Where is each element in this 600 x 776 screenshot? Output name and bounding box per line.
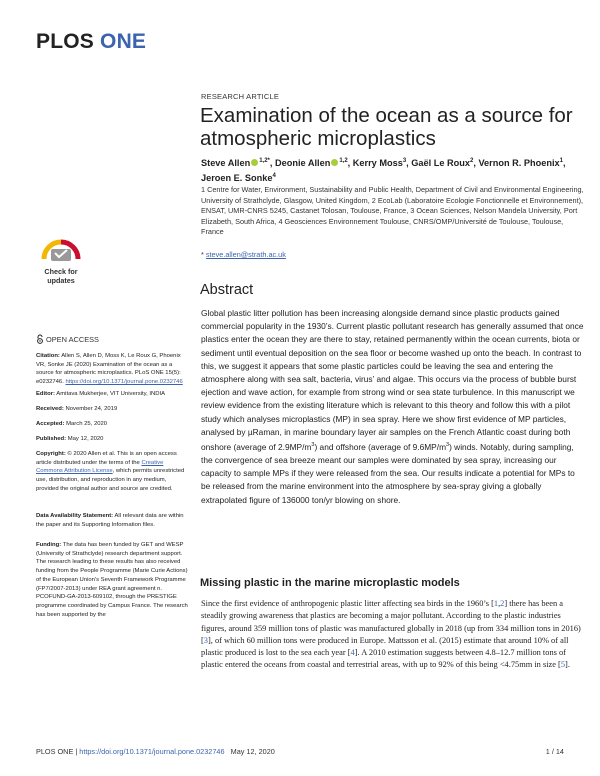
- open-access-label: [36, 334, 99, 344]
- cc-license-link[interactable]: Creative Commons Attribution License: [36, 459, 164, 475]
- article-title: Examination of the ocean as a source for atmospheric microplastics: [200, 104, 573, 150]
- abstract-heading: Abstract: [200, 282, 254, 298]
- article-type-label: RESEARCH ARTICLE: [201, 92, 280, 101]
- ref-link[interactable]: 4: [350, 648, 355, 658]
- ref-link[interactable]: 2: [500, 599, 505, 608]
- open-access-lock-icon: [36, 334, 44, 344]
- author[interactable]: Vernon R. Phoenix$^1$: [478, 158, 563, 169]
- ref-link[interactable]: 1: [493, 599, 499, 608]
- author[interactable]: Steve Allen $^{1,2*}$: [201, 158, 270, 169]
- corresponding-email: * steve.allen@strath.ac.uk: [201, 250, 286, 259]
- author-list: Steve Allen $^{1,2*}$, Deonie Allen $^{1,2}$, Kerry Moss$^3$, Gaël Le Roux$^2$, Vernon R. Phoenix$^1$, Jeroen E. Sonke$^4$: [201, 158, 566, 184]
- footer-date: May 12, 2020: [230, 747, 275, 756]
- logo-one: ONE: [100, 30, 147, 53]
- editor-block: Editor: Amitava Mukherjee, VIT University, INDIA: [36, 391, 166, 397]
- author[interactable]: Deonie Allen $^{1,2}$: [275, 158, 348, 169]
- copyright-block: Copyright: © 2020 Allen et al. This is an open access article distributed under the terms of the Creative Commons Attribution License, which permits unrestricted use, distribution, and reproduction in any medium, provided the original author and source are credited.: [36, 451, 185, 492]
- section-heading: Missing plastic in the marine microplastic models: [200, 577, 460, 589]
- published-block: Published: May 12, 2020: [36, 436, 104, 442]
- ref-link[interactable]: 3: [203, 635, 208, 645]
- plos-one-logo: [36, 30, 146, 54]
- citation-doi-link[interactable]: https://doi.org/10.1371/journal.pone.0232746: [65, 379, 183, 386]
- check-for-updates-label[interactable]: Check for updates: [44, 267, 78, 285]
- author[interactable]: Jeroen E. Sonke$^4$: [201, 173, 276, 184]
- funding-block: Funding: The data has been funded by GET and WESP (University of Strathclyde) research department support. The research leading to these results has also received funding from the People Programme (Marie Curie Actions) of the European Union's Seventh Framework Programme (FP7/2007-2013) under REA grant agreement n. PCOFUND-GA-2013-609102, through the PRESTIGE programme coordinated by Campus France. The research has been supported by the: [36, 542, 188, 618]
- footer-journal: PLOS ONE: [36, 747, 74, 756]
- open-access-text: OPEN ACCESS: [46, 335, 99, 344]
- accepted-block: Accepted: March 25, 2020: [36, 421, 108, 427]
- citation-block: Citation: Allen S, Allen D, Moss K, Le Roux G, Phoenix VR, Sonke JE (2020) Examination of the ocean as a source for atmospheric microplastics. PLoS ONE 15(5): e0232746. https://doi.org/10.1371/journal.pone.0232746: [36, 353, 183, 386]
- page-number: 1 / 14: [545, 747, 564, 756]
- email-link[interactable]: steve.allen@strath.ac.uk: [205, 250, 286, 259]
- orcid-icon[interactable]: [251, 159, 258, 166]
- affiliations: 1 Centre for Water, Environment, Sustainability and Public Health, Department of Civil and Environmental Engineering, University of Strathclyde, Glasgow, United Kingdom, 2 EcoLab (Laboratoire Ecologie Fonctionnelle et Environnement), ENSAT, UMR-CNRS 5245, Castanet Tolosan, Toulouse, France, 3 Ocean Sciences, Nelson Mandela University, Port Elizabeth, South Africa, 4 Geosciences Environnement Toulouse, CNRS/OMP/Université de Toulouse, Toulouse, France: [201, 185, 584, 236]
- received-block: Received: November 24, 2019: [36, 406, 118, 412]
- ref-link[interactable]: 5: [560, 660, 566, 670]
- orcid-icon[interactable]: [331, 159, 338, 166]
- footer-doi-link[interactable]: https://doi.org/10.1371/journal.pone.0232746: [79, 747, 225, 756]
- logo-plos: PLOS: [36, 30, 94, 53]
- body-paragraph: Since the first evidence of anthropogenic plastic litter affecting sea birds in the 1960’s [1,2] there has been a steadily growing awareness that plastics are becoming a major pollutant. According to the plastic industries figures, around 359 million tons of plastic was manufactured globally in 2018 (up from 334 million tons in 2016) [3], of which 60 million tons were produced in Europe. Mattsson et al. (2015) estimate that around 10% of all plastic produced is lost to the sea each year [4]. A 2010 estimation suggests between 4.8–12.7 million tons of plastic entered the oceans from coastal and terrestrial areas, with up to 92% of this being <4.75mm in size [5].: [201, 599, 581, 670]
- author[interactable]: Kerry Moss$^3$: [352, 158, 407, 169]
- page-footer: PLOS ONE | https://doi.org/10.1371/journal.pone.0232746 May 12, 2020: [36, 747, 275, 756]
- author[interactable]: Gaël Le Roux$^2$: [411, 158, 474, 169]
- abstract-text: Global plastic litter pollution has been increasing alongside demand since plastic products gained commercial popularity in the 1930’s. Current plastic pollutant research has generally assumed that once plastics enter the ocean they are there to stay, retained permanently within the ocean currents, biota or sediment until eventual deposition on the sea floor or become washed up onto the beach. In contrast to this, we suggest it appears that some plastic particles could be leaving the sea and entering the atmosphere along with sea salt, bacteria, virus’ and algae. This occurs via the process of bubble burst ejection and wave action, for example from strong wind or sea state turbulence. In this manuscript we review evidence from the existing literature which is relevant to this theory and follow this with a pilot study which analyses microplastics (MP) in sea spray. Here we show first evidence of MP particles, analysed by µRaman, in marine boundary layer air samples on the French Atlantic coast during both onshore (average of $2.9MP/m^3$) and offshore (average of $9.6MP/m^3$) winds. Notably, during sampling, the convergence of sea breeze meant our samples were dominated by sea spray, increasing our capacity to sample MPs if they were released from the sea. Our results indicate a potential for MPs to be released from the marine environment into the atmosphere by sea-spray giving a globally extrapolated figure of 136000 ton/yr blowing on shore.: [201, 308, 584, 505]
- data-availability-block: Data Availability Statement: All relevant data are within the paper and its Supporting Information files.: [36, 513, 184, 528]
